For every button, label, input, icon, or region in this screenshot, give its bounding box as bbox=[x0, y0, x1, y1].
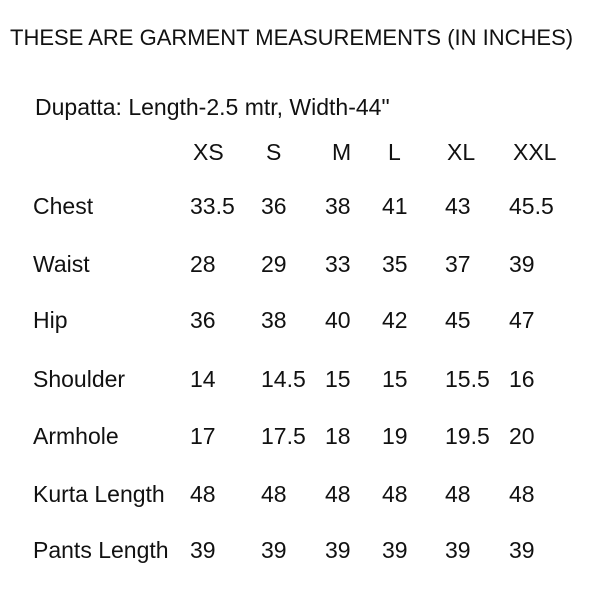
row-label: Kurta Length bbox=[33, 481, 165, 507]
measurement-value: 15 bbox=[325, 366, 351, 392]
measurement-value: 36 bbox=[190, 307, 216, 333]
row-label: Shoulder bbox=[33, 366, 126, 392]
measurement-value: 48 bbox=[190, 481, 216, 507]
table-row-armhole bbox=[0, 422, 600, 450]
measurement-value: 17.5 bbox=[261, 423, 306, 449]
measurement-value: 39 bbox=[445, 537, 471, 563]
size-header-row bbox=[0, 138, 600, 166]
row-label: Chest bbox=[33, 193, 94, 219]
measurement-value: 48 bbox=[261, 481, 287, 507]
measurement-value: 29 bbox=[261, 251, 287, 277]
column-header-xxl: XXL bbox=[513, 139, 557, 165]
measurement-value: 39 bbox=[190, 537, 216, 563]
table-row-shoulder bbox=[0, 365, 600, 393]
measurement-value: 19 bbox=[382, 423, 408, 449]
column-header-s: S bbox=[266, 139, 282, 165]
column-header-m: M bbox=[332, 139, 352, 165]
measurement-value: 14.5 bbox=[261, 366, 306, 392]
measurement-value: 14 bbox=[190, 366, 216, 392]
measurement-value: 39 bbox=[509, 537, 535, 563]
measurement-value: 39 bbox=[261, 537, 287, 563]
measurement-value: 45.5 bbox=[509, 193, 554, 219]
row-label: Pants Length bbox=[33, 537, 169, 563]
measurement-value: 38 bbox=[261, 307, 287, 333]
measurement-value: 42 bbox=[382, 307, 408, 333]
measurement-value: 33 bbox=[325, 251, 351, 277]
measurement-value: 15 bbox=[382, 366, 408, 392]
measurement-value: 38 bbox=[325, 193, 351, 219]
measurement-value: 45 bbox=[445, 307, 471, 333]
measurement-value: 48 bbox=[509, 481, 535, 507]
table-row-pants-length bbox=[0, 536, 600, 564]
measurement-value: 15.5 bbox=[445, 366, 490, 392]
measurement-value: 16 bbox=[509, 366, 535, 392]
measurement-value: 36 bbox=[261, 193, 287, 219]
table-row-chest bbox=[0, 192, 600, 220]
table-row-kurta-length bbox=[0, 480, 600, 508]
measurement-value: 35 bbox=[382, 251, 408, 277]
table-row-hip bbox=[0, 306, 600, 334]
measurement-value: 41 bbox=[382, 193, 408, 219]
row-label: Armhole bbox=[33, 423, 119, 449]
measurement-value: 20 bbox=[509, 423, 535, 449]
measurement-value: 28 bbox=[190, 251, 216, 277]
measurement-value: 39 bbox=[382, 537, 408, 563]
page-title: THESE ARE GARMENT MEASUREMENTS (IN INCHES) bbox=[10, 25, 574, 50]
measurement-value: 48 bbox=[325, 481, 351, 507]
row-label: Waist bbox=[33, 251, 90, 277]
measurement-value: 43 bbox=[445, 193, 471, 219]
measurement-value: 37 bbox=[445, 251, 471, 277]
measurement-value: 39 bbox=[509, 251, 535, 277]
measurement-value: 18 bbox=[325, 423, 351, 449]
measurement-value: 17 bbox=[190, 423, 216, 449]
column-header-xs: XS bbox=[193, 139, 224, 165]
table-row-waist bbox=[0, 250, 600, 278]
measurement-value: 48 bbox=[445, 481, 471, 507]
column-header-l: L bbox=[388, 139, 401, 165]
measurement-value: 19.5 bbox=[445, 423, 490, 449]
column-header-xl: XL bbox=[447, 139, 476, 165]
measurement-value: 39 bbox=[325, 537, 351, 563]
measurement-value: 47 bbox=[509, 307, 535, 333]
row-label: Hip bbox=[33, 307, 68, 333]
measurement-value: 48 bbox=[382, 481, 408, 507]
dupatta-note: Dupatta: Length-2.5 mtr, Width-44" bbox=[35, 94, 390, 120]
measurement-value: 33.5 bbox=[190, 193, 235, 219]
measurement-value: 40 bbox=[325, 307, 351, 333]
